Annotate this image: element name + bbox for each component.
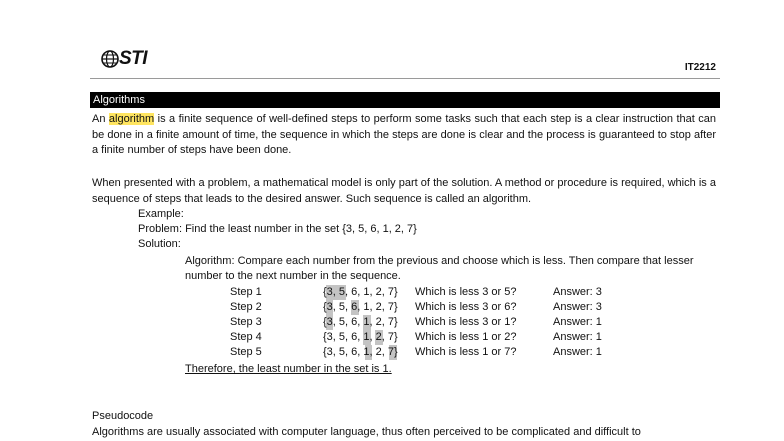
pseudocode-paragraph: Algorithms are usually associated with computer language, thus often perceived to be complicated and difficult to <box>92 426 641 438</box>
logo-text: STI <box>119 48 148 69</box>
step-row <box>230 300 650 315</box>
step-label: Step 1 <box>230 286 262 298</box>
step-row <box>230 345 650 360</box>
step-answer: Answer: 3 <box>553 301 602 313</box>
step-answer: Answer: 1 <box>553 346 602 358</box>
problem-line: Problem: Find the least number in the set {3, 5, 6, 1, 2, 7} <box>138 223 417 235</box>
step-answer: Answer: 1 <box>553 316 602 328</box>
sti-logo <box>100 48 147 70</box>
step-answer: Answer: 1 <box>553 331 602 343</box>
intro-rest: is a finite sequence of well-defined steps to perform some tasks such that each step is a clear instruction that can be done in a finite amount of time, the sequence in which the steps are done is clear and the process is guaranteed to stop after a finite number of steps have been done. <box>92 113 716 156</box>
solution-label: Solution: <box>138 238 181 250</box>
step-row <box>230 315 650 330</box>
conclusion: Therefore, the least number in the set is 1. <box>185 363 392 375</box>
step-answer: Answer: 3 <box>553 286 602 298</box>
step-question: Which is less 1 or 2? <box>415 331 517 343</box>
algorithm-line-2: number to the next number in the sequence. <box>185 270 401 282</box>
globe-icon <box>100 49 120 69</box>
step-row <box>230 285 650 300</box>
section-title: Algorithms <box>90 92 720 108</box>
step-question: Which is less 3 or 1? <box>415 316 517 328</box>
pseudocode-title: Pseudocode <box>92 410 154 422</box>
step-label: Step 5 <box>230 346 262 358</box>
step-set: {3, 5, 6, 1, 2, 7} <box>323 301 398 313</box>
step-label: Step 2 <box>230 301 262 313</box>
algorithm-highlight: algorithm <box>108 113 155 125</box>
example-label: Example: <box>138 208 184 220</box>
step-row <box>230 330 650 345</box>
intro-paragraph <box>92 112 716 159</box>
step-set: {3, 5, 6, 1, 2, 7} <box>323 331 398 343</box>
intro-prefix: An <box>92 113 109 125</box>
model-paragraph: When presented with a problem, a mathematical model is only part of the solution. A method or procedure is required, which is a sequence of steps that leads to the desired answer. Such sequence is called an algorithm. <box>92 177 716 205</box>
algorithm-line-1: Algorithm: Compare each number from the previous and choose which is less. Then compare that lesser <box>185 255 694 267</box>
step-question: Which is less 3 or 5? <box>415 286 517 298</box>
step-set: {3, 5, 6, 1, 2, 7} <box>323 286 398 298</box>
header-divider <box>90 78 720 79</box>
course-code: IT2212 <box>684 62 716 73</box>
step-label: Step 3 <box>230 316 262 328</box>
step-set: {3, 5, 6, 1, 2, 7} <box>323 316 398 328</box>
step-label: Step 4 <box>230 331 262 343</box>
step-set: {3, 5, 6, 1, 2, 7} <box>323 346 398 358</box>
step-question: Which is less 1 or 7? <box>415 346 517 358</box>
step-question: Which is less 3 or 6? <box>415 301 517 313</box>
